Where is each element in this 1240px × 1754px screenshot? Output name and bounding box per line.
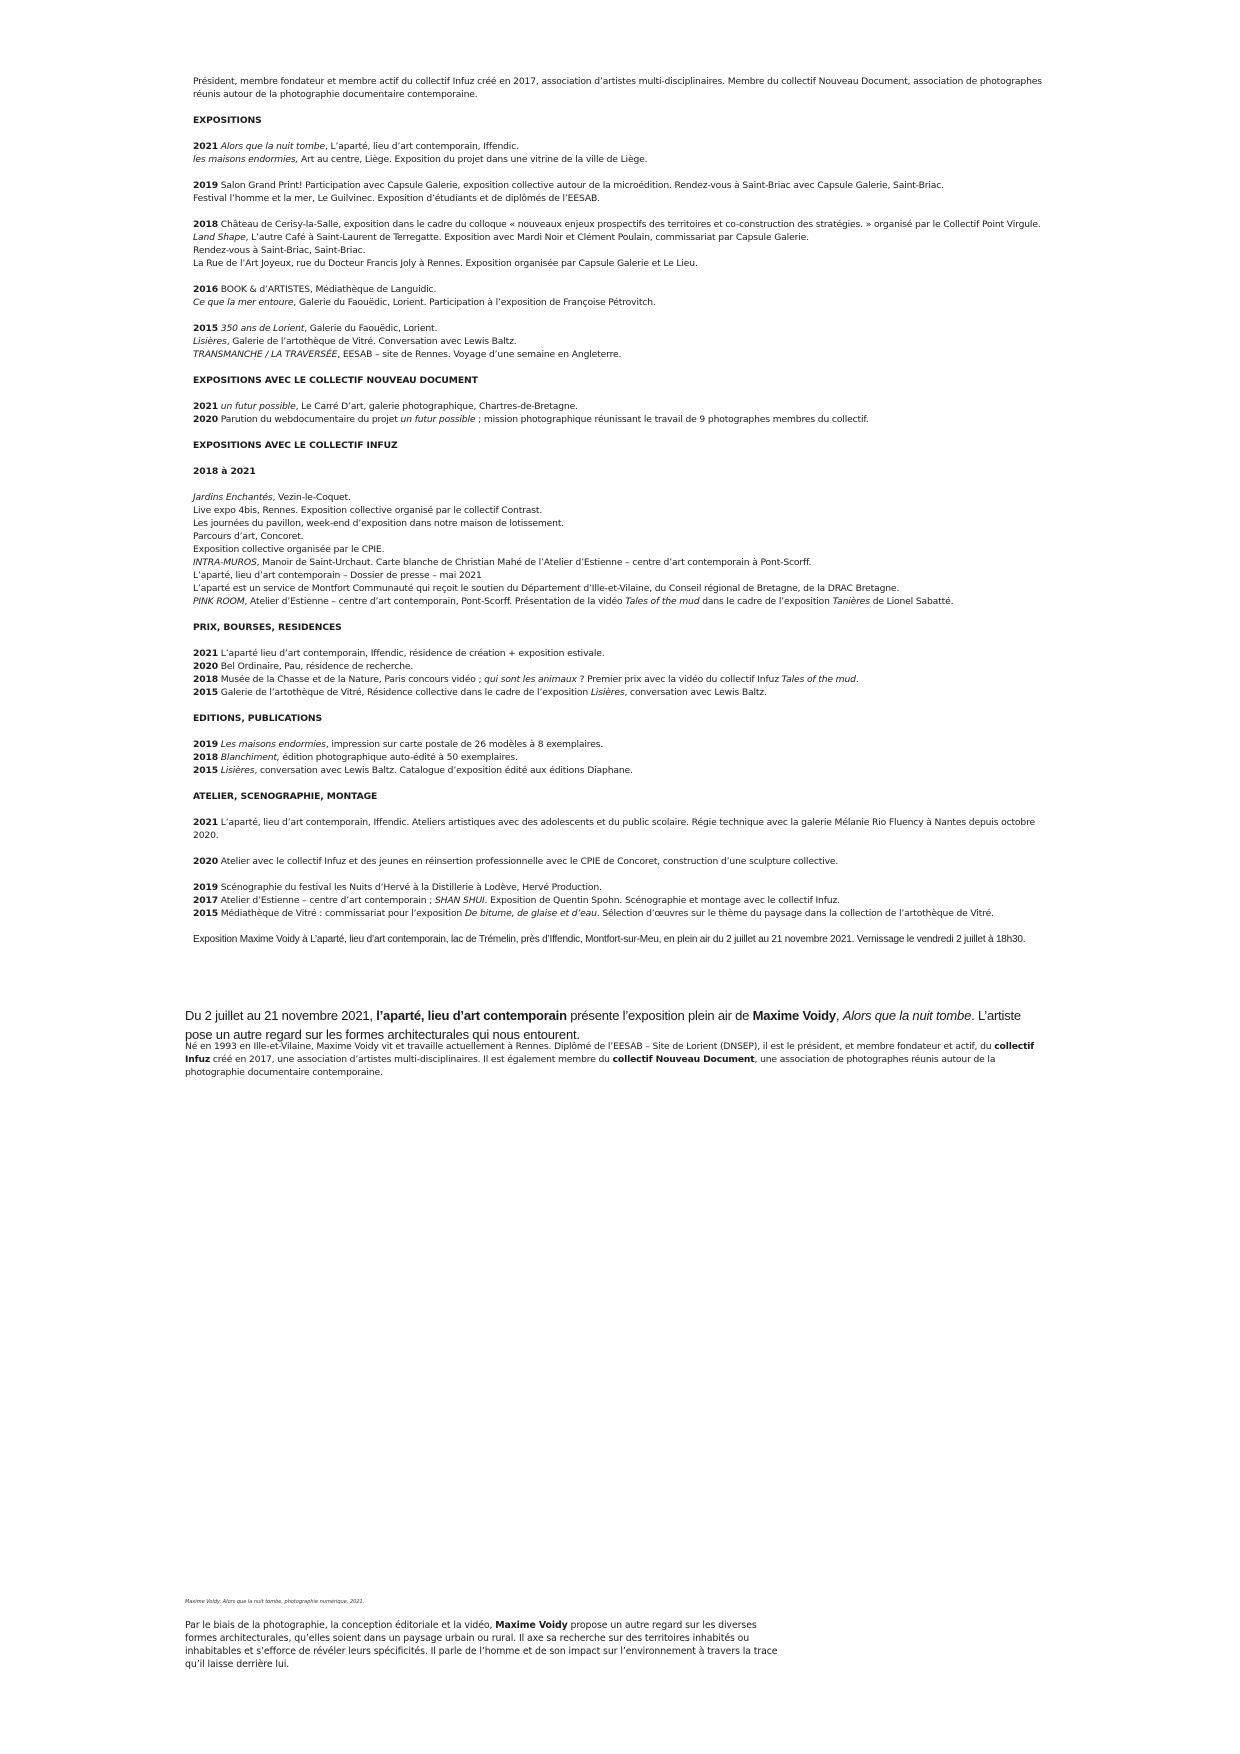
year: 2019: [193, 180, 218, 191]
entry-2016: 2016 BOOK & d’ARTISTES, Médiathèque de Languidic. Ce que la mer entoure, Galerie du Faouëdic, Lorient. Participation à l’exposition de Françoise Pétrovitch.: [193, 284, 656, 308]
year: 2018: [193, 219, 218, 230]
work-title: TRANSMANCHE / LA TRAVERSÉE: [193, 349, 338, 360]
section-heading-nouveau-document: EXPOSITIONS AVEC LE COLLECTIF NOUVEAU DOCUMENT: [193, 375, 478, 386]
work-title: Lisières: [193, 336, 227, 347]
entry-2021: 2021 Alors que la nuit tombe, L’aparté, lieu d’art contemporain, Iffendic. les maisons endormies, Art au centre, Liège. Exposition du projet dans une vitrine de la ville de Liège.: [193, 141, 648, 165]
year: 2020: [193, 414, 218, 425]
section-heading-editions: EDITIONS, PUBLICATIONS: [193, 713, 323, 724]
period-heading: 2018 à 2021: [193, 466, 256, 477]
entry-2018: 2018 Château de Cerisy-la-Salle, exposition dans le cadre du colloque « nouveaux enjeux prospectifs des territoires et co-construction des stratégies. » organisé par le Collectif Point Virgule. Land Shape, L’autre Café à Saint-Laurent de Terregatte. Exposition avec Mardi Noir et Clément Poulain, commissariat par Capsule Galerie. Rendez-vous à Saint-Briac, Saint-Briac. La Rue de l’Art Joyeux, rue du Docteur Francis Joly à Rennes. Exposition organisée par Capsule Galerie et Le Lieu.: [193, 219, 1041, 269]
nouveau-document-entries: 2021 un futur possible, Le Carré D’art, galerie photographique, Chartres-de-Bretagne. 2020 Parution du webdocumentaire du projet un futur possible ; mission photographique réunissant le travail de 9 photographes membres du collectif.: [193, 401, 869, 425]
year: 2015: [193, 323, 218, 334]
year: 2021: [193, 401, 218, 412]
work-title: Land Shape: [193, 232, 246, 243]
atelier-entries: 2019 Scénographie du festival les Nuits d’Hervé à la Distillerie à Lodève, Hervé Production. 2017 Atelier d’Estienne – centre d’art contemporain ; SHAN SHUI. Exposition de Quentin Spohn. Scénographie et montage avec le collectif Infuz. 2015 Médiathèque de Vitré : commissariat pour l’exposition De bitume, de glaise et d’eau. Sélection d’œuvres sur le thème du paysage dans la collection de l’artothèque de Vitré.: [193, 882, 994, 919]
work-title: Ce que la mer entoure: [193, 297, 294, 308]
section-heading-infuz: EXPOSITIONS AVEC LE COLLECTIF INFUZ: [193, 440, 398, 451]
section-heading-atelier: ATELIER, SCENOGRAPHIE, MONTAGE: [193, 791, 378, 802]
bio-paragraph: Né en 1993 en Ille-et-Vilaine, Maxime Voidy vit et travaille actuellement à Rennes. Diplômé de l’EESAB – Site de Lorient (DNSEP), il est le président, et membre fondateur et actif, du collectif Infuz créé en 2017, une association d’artistes multi-disciplinaires. Il est également membre du collectif Nouveau Document, une association de photographes réunis autour de la photographie documentaire contemporaine.: [185, 1041, 1035, 1078]
work-title: 350 ans de Lorient: [220, 323, 305, 334]
work-title: Alors que la nuit tombe: [220, 141, 325, 152]
prix-entries: 2021 L’aparté lieu d’art contemporain, Iffendic, résidence de création + exposition estivale. 2020 Bel Ordinaire, Pau, résidence de recherche. 2018 Musée de la Chasse et de la Nature, Paris concours vidéo ; qui sont les animaux ? Premier prix avec la vidéo du collectif Infuz Tales of the mud. 2015 Galerie de l’artothèque de Vitré, Résidence collective dans le cadre de l’exposition Lisières, conversation avec Lewis Baltz.: [193, 648, 859, 698]
section-heading-prix: PRIX, BOURSES, RESIDENCES: [193, 622, 342, 633]
image-caption: Maxime Voidy, Alors que la nuit tombe, photographie numérique, 2021.: [185, 1599, 365, 1605]
work-title: les maisons endormies,: [193, 154, 299, 165]
editions-entries: 2019 Les maisons endormies, impression sur carte postale de 26 modèles à 8 exemplaires. 2018 Blanchiment, édition photographique auto-édité à 50 exemplaires. 2015 Lisières, conversation avec Lewis Baltz. Catalogue d’exposition édité aux éditions Diaphane.: [193, 739, 633, 776]
artist-statement: Par le biais de la photographie, la conception éditoriale et la vidéo, Maxime Voidy propose un autre regard sur les diverses formes architecturales, qu’elles soient dans un paysage urbain ou rural. Il axe sa recherche sur des territoires inhabités ou inhabitables et s’efforce de révéler leurs spécificités. Il parle de l’homme et de son impact sur l’environnement à travers la trace qu’il laisse derrière lui.: [185, 1620, 778, 1670]
year: 2021: [193, 141, 218, 152]
year: 2016: [193, 284, 218, 295]
cv-section: Président, membre fondateur et membre actif du collectif Infuz créé en 2017, association d’artistes multi-disciplinaires. Membre du collectif Nouveau Document, association de photographes réunis autour de la photographie documentaire contemporaine. EXPOSITIONS 2021 Alors que la nuit tombe, L’aparté, lieu d’art contemporain, Iffendic. les maisons endormies, Art au centre, Liège. Exposition du projet dans une vitrine de la ville de Liège. 2019 Salon Grand Print! Participation avec Capsule Galerie, exposition collective autour de la microédition. Rendez-vous à Saint-Briac avec Capsule Galerie, Saint-Briac. Festival l’homme et la mer, Le Guilvinec. Exposition d’étudiants et de diplômés de l’EESAB. 2018 Château de Cerisy-la-Salle, exposition dans le cadre du colloque « nouveaux enjeux prospectifs des territoires et co-construction des stratégies. » organisé par le Collectif Point Virgule. Land Shape, L’autre Café à Saint-Laurent de Terregatte. Exposition avec Mardi Noir et Clément Poulain, commissariat par Capsule Galerie. Rendez-vous à Saint-Briac, Saint-Briac. La Rue de l’Art Joyeux, rue du Docteur Francis Joly à Rennes. Exposition organisée par Capsule Galerie et Le Lieu. 2016 BOOK & d’ARTISTES, Médiathèque de Languidic. Ce que la mer entoure, Galerie du Faouëdic, Lorient. Participation à l’exposition de Françoise Pétrovitch. 2015 350 ans de Lorient, Galerie du Faouëdic, Lorient. Lisières, Galerie de l’artothèque de Vitré. Conversation avec Lewis Baltz. TRANSMANCHE / LA TRAVERSÉE, EESAB – site de Rennes. Voyage d’une semaine en Angleterre. EXPOSITIONS AVEC LE COLLECTIF NOUVEAU DOCUMENT 2021 un futur possible, Le Carré D’art, galerie photographique, Chartres-de-Bretagne. 2020 Parution du webdocumentaire du projet un futur possible ; mission photographique réunissant le travail de 9 photographes membres du collectif. EXPOSITIONS AVEC LE COLLECTIF INFUZ 2018 à 2021 Jardins Enchantés, Vezin-le-Coquet. Live expo 4bis, Rennes. Exposition collective organisé par le collectif Contrast. Les journées du pavillon, week-end d’exposition dans notre maison de lotissement. Parcours d’art, Concoret. Exposition collective organisée par le CPIE. INTRA-MUROS, Manoir de Saint-Urchaut. Carte blanche de Christian Mahé de l’Atelier d’Estienne – centre d’art contemporain à Pont-Scorff. L’aparté, lieu d’art contemporain – Dossier de presse – mai 2021 L’aparté est un service de Montfort Communauté qui reçoit le soutien du Département d’Ille-et-Vilaine, du Conseil régional de Bretagne, de la DRAC Bretagne. PINK ROOM, Atelier d’Estienne – centre d’art contemporain, Pont-Scorff. Présentation de la vidéo Tales of the mud dans le cadre de l’exposition Tanières de Lionel Sabatté. PRIX, BOURSES, RESIDENCES 2021 L’aparté lieu d’art contemporain, Iffendic, résidence de création + exposition estivale. 2020 Bel Ordinaire, Pau, résidence de recherche. 2018 Musée de la Chasse et de la Nature, Paris concours vidéo ; qui sont les animaux ? Premier prix avec la vidéo du collectif Infuz Tales of the mud. 2015 Galerie de l’artothèque de Vitré, Résidence collective dans le cadre de l’exposition Lisières, conversation avec Lewis Baltz. EDITIONS, PUBLICATIONS 2019 Les maisons endormies, impression sur carte postale de 26 modèles à 8 exemplaires. 2018 Blanchiment, édition photographique auto-édité à 50 exemplaires. 2015 Lisières, conversation avec Lewis Baltz. Catalogue d’exposition édité aux éditions Diaphane. ATELIER, SCENOGRAPHIE, MONTAGE 2021 L’aparté, lieu d’art contemporain, Iffendic. Ateliers artistiques avec des adolescents et du public scolaire. Régie technique avec la galerie Mélanie Rio Fluency à Nantes depuis octobre 2020. 2020 Atelier avec le collectif Infuz et des jeunes en réinsertion professionnelle avec le CPIE de Concoret, construction d’une sculpture collective. 2019 Scénographie du festival les Nuits d’Hervé à la Distillerie à Lodève, Hervé Production. 2017 Atelier d’Estienne – centre d’art contemporain ; SHAN SHUI. Exposition de Quentin Spohn. Scénographie et montage avec le collectif Infuz. 2015 Médiathèque de Vitré : commissariat pour l’exposition De bitume, de glaise et d’eau. Sélection d’œuvres sur le thème du paysage dans la collection de l’artothèque de Vitré. Exposition Maxime Voidy à L’aparté, lieu d’art contemporain, lac de Trémelin, près d’Iffendic, Montfort-sur-Meu, en plein air du 2 juillet au 21 novembre 2021. Vernissage le vendredi 2 juillet à 18h30.: [193, 76, 1042, 945]
entry-2019: 2019 Salon Grand Print! Participation avec Capsule Galerie, exposition collective autour de la microédition. Rendez-vous à Saint-Briac avec Capsule Galerie, Saint-Briac. Festival l’homme et la mer, Le Guilvinec. Exposition d’étudiants et de diplômés de l’EESAB.: [193, 180, 944, 204]
exhibition-notice: Exposition Maxime Voidy à L’aparté, lieu d’art contemporain, lac de Trémelin, près d’Iffendic, Montfort-sur-Meu, en plein air du 2 juillet au 21 novembre 2021. Vernissage le vendredi 2 juillet à 18h30.: [193, 934, 1026, 945]
entry-2015: 2015 350 ans de Lorient, Galerie du Faouëdic, Lorient. Lisières, Galerie de l’artothèque de Vitré. Conversation avec Lewis Baltz. TRANSMANCHE / LA TRAVERSÉE, EESAB – site de Rennes. Voyage d’une semaine en Angleterre.: [193, 323, 622, 360]
intro-paragraph: Président, membre fondateur et membre actif du collectif Infuz créé en 2017, association d’artistes multi-disciplinaires. Membre du collectif Nouveau Document, association de photographes réunis autour de la photographie documentaire contemporaine.: [193, 76, 1042, 100]
infuz-entries: Jardins Enchantés, Vezin-le-Coquet. Live expo 4bis, Rennes. Exposition collective organisé par le collectif Contrast. Les journées du pavillon, week-end d’exposition dans notre maison de lotissement. Parcours d’art, Concoret. Exposition collective organisée par le CPIE. INTRA-MUROS, Manoir de Saint-Urchaut. Carte blanche de Christian Mahé de l’Atelier d’Estienne – centre d’art contemporain à Pont-Scorff. L’aparté, lieu d’art contemporain – Dossier de presse – mai 2021 L’aparté est un service de Montfort Communauté qui reçoit le soutien du Département d’Ille-et-Vilaine, du Conseil régional de Bretagne, de la DRAC Bretagne. PINK ROOM, Atelier d’Estienne – centre d’art contemporain, Pont-Scorff. Présentation de la vidéo Tales of the mud dans le cadre de l’exposition Tanières de Lionel Sabatté.: [193, 492, 954, 607]
lead-paragraph: Du 2 juillet au 21 novembre 2021, l’aparté, lieu d’art contemporain présente l’exposition plein air de Maxime Voidy, Alors que la nuit tombe. L’artiste pose un autre regard sur les formes architecturales qui nous entourent.: [185, 1008, 1021, 1042]
section-heading-expositions: EXPOSITIONS: [193, 115, 262, 126]
artwork-image-placeholder: [185, 1100, 1045, 1580]
